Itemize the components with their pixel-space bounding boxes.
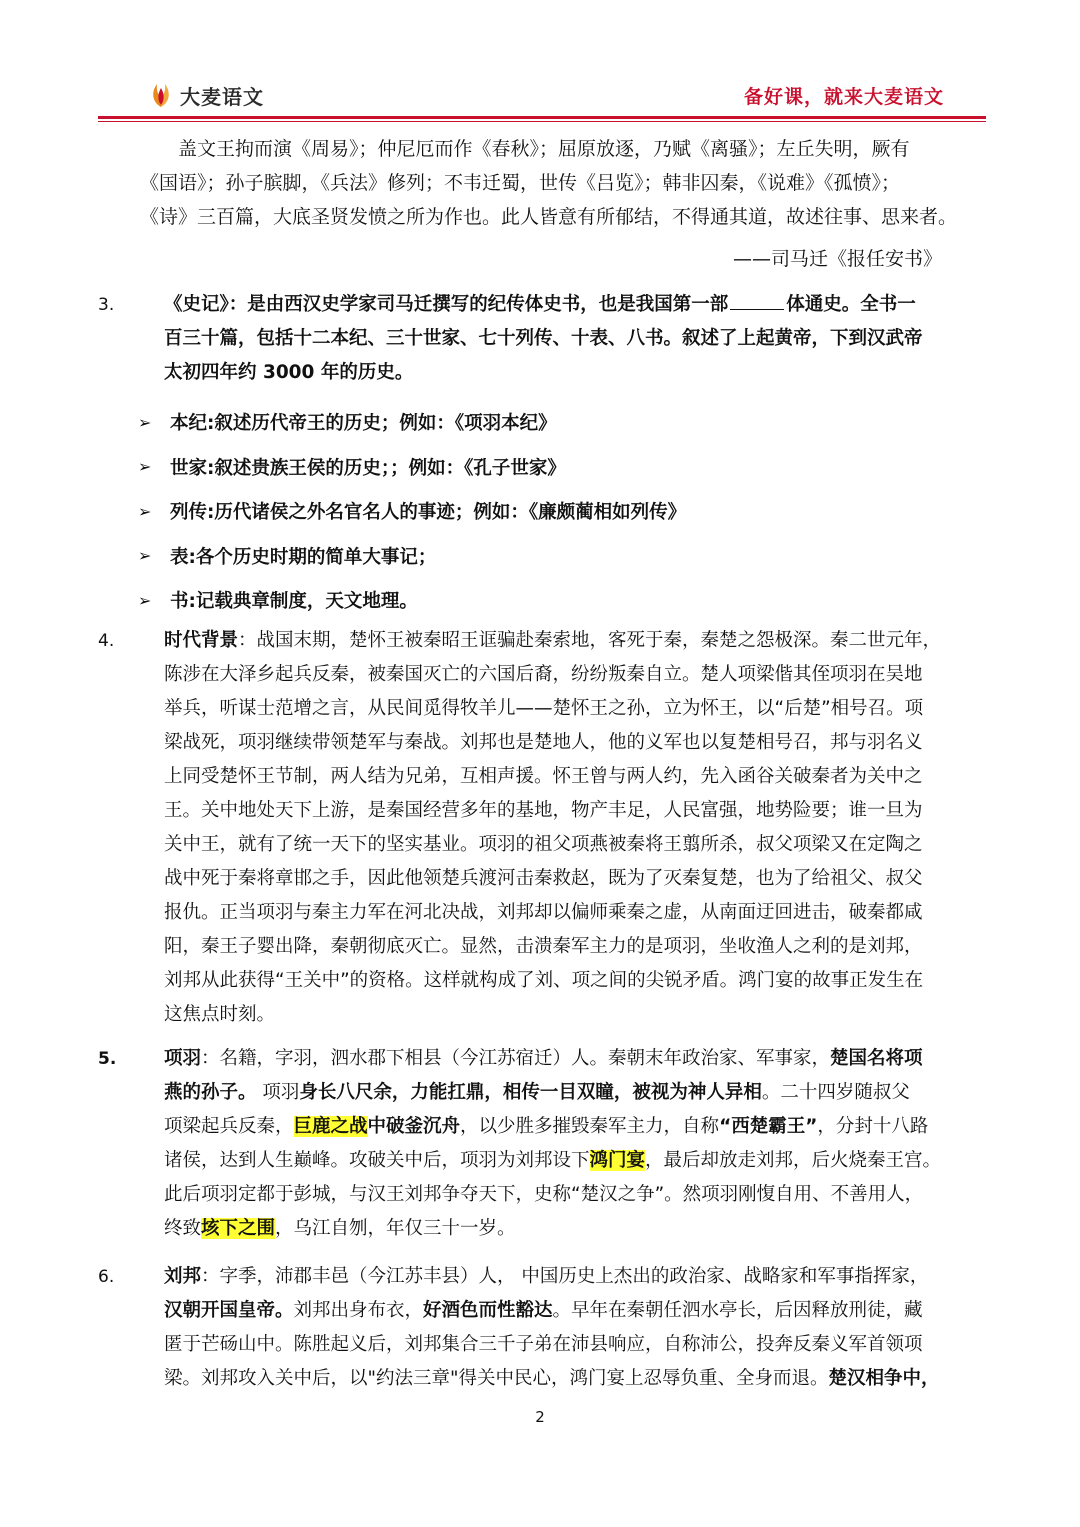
list-item: ➢ 书:记载典章制度，天文地理。: [138, 590, 418, 613]
section-number: 5.: [98, 1049, 117, 1069]
brand-name: 大麦语文: [180, 84, 264, 109]
quote-source: ——司马迁《报任安书》: [732, 248, 942, 270]
arrow-bullet-icon: ➢: [138, 457, 152, 477]
fill-blank: [730, 289, 784, 310]
text-bold: 百三十篇，包括十二本纪、三十世家、七十列传、十表、八书。: [164, 328, 683, 349]
section-body: 刘邦：字季，沛郡丰邑（今江苏丰县）人， 中国历史上杰出的政治家、战略家和军事指挥家， 汉朝开国皇帝。刘邦出身布衣，好酒色而性豁达。早年在秦朝任泗水亭长，后因释放刑徒，藏 匿于芒砀山中。陈胜起义后，刘邦集合三千子弟在沛县响应，自称沛公，投奔反秦义军首领项 梁。刘邦攻入关中后，以"约法三章"得关中民心，鸿门宴上忍辱负重、全身而退。楚汉相争中，: [164, 1266, 940, 1389]
header-rule-thin: [98, 121, 986, 122]
list-item: ➢ 表:各个历史时期的简单大事记；: [138, 546, 437, 568]
arrow-bullet-icon: ➢: [138, 590, 152, 610]
highlight: 垓下之围: [201, 1218, 276, 1239]
text-bold: 太初四年约 3000 年的历史。: [164, 362, 414, 383]
highlight: 鸿门宴: [589, 1150, 646, 1171]
list-item: ➢ 本纪:叙述历代帝王的历史；例如：《项羽本纪》: [138, 412, 557, 435]
list-item: ➢ 列传:历代诸侯之外名官名人的事迹；例如：《廉颇蔺相如列传》: [138, 501, 687, 524]
text-bold: 体通史。全书一: [786, 294, 916, 315]
section-body: [164, 288, 986, 390]
wheat-flame-icon: [146, 80, 176, 110]
section-body: 项羽：名籍，字羽，泗水郡下相县（今江苏宿迁）人。秦朝末年政治家、军事家，楚国名将项 燕的孙子。 项羽身长八尺余，力能扛鼎，相传一目双瞳，被视为神人异相。二十四岁随叔父 项梁起兵反秦，巨鹿之战中破釜沉舟，以少胜多摧毁秦军主力，自称“西楚霸王”，分封十八路 诸侯，达到人生巅峰。攻破关中后，项羽为刘邦设下鸿门宴，最后却放走刘邦，后火烧秦王宫。 此后项羽定都于彭城，与汉王刘邦争夺天下，史称“楚汉之争”。然项羽刚愎自用、不善用人， 终致垓下之围，乌江自刎，年仅三十一岁。: [164, 1048, 942, 1239]
section-number: 3.: [98, 295, 115, 315]
quote-line: 盖文王拘而演《周易》；仲尼厄而作《春秋》；屈原放逐，乃赋《离骚》；左丘失明，厥有: [178, 138, 910, 160]
arrow-bullet-icon: ➢: [138, 501, 152, 521]
shiji-bullet-list: [138, 400, 998, 623]
list-item: ➢ 世家:叙述贵族王侯的历史；；例如：《孔子世家》: [138, 457, 566, 479]
section-label: 刘邦: [164, 1266, 202, 1287]
text-bold: 叙述了: [682, 328, 738, 349]
header-slogan: 备好课，就来大麦语文: [743, 86, 944, 108]
arrow-bullet-icon: ➢: [138, 412, 152, 432]
quote-line: 《诗》三百篇，大底圣贤发愤之所为作也。此人皆意有所郁结，不得通其道，故述往事、思来者。: [140, 206, 958, 228]
quote-block: [140, 132, 990, 276]
brand-logo: [146, 78, 264, 112]
arrow-bullet-icon: ➢: [138, 546, 152, 566]
page-number: 2: [535, 1408, 545, 1426]
header-rule-thick: [98, 116, 986, 119]
highlight: 巨鹿之战: [293, 1116, 368, 1137]
section-label: 时代背景: [164, 630, 239, 651]
section-number: 6.: [98, 1267, 115, 1287]
section-label: 项羽: [164, 1048, 202, 1069]
section-number: 4.: [98, 631, 115, 651]
quote-line: 《国语》；孙子膑脚，《兵法》修列；不韦迁蜀，世传《吕览》；韩非囚秦，《说难》《孤愤》；: [140, 172, 901, 194]
text-bold: 《史记》：是由西汉史学家司马迁撰写的纪传体史书，也是我国第一部: [164, 294, 729, 315]
text-bold: 上起黄帝，下到汉武帝: [737, 328, 923, 349]
section-body: 时代背景：战国末期，楚怀王被秦昭王诓骗赴秦索地，客死于秦，秦楚之怨极深。秦二世元年， 陈涉在大泽乡起兵反秦，被秦国灭亡的六国后裔，纷纷叛秦自立。楚人项梁偕其侄项羽在吴地 举兵，听谋士范增之言，从民间觅得牧羊儿——楚怀王之孙，立为怀王，以“后楚”相号召。项 梁战死，项羽继续带领楚军与秦战。刘邦也是楚地人，他的义军也以复楚相号召，邦与羽名义 上同受楚怀王节制，两人结为兄弟，互相声援。怀王曾与两人约，先入函谷关破秦者为关中之 王。关中地处天下上游，是秦国经营多年的基地，物产丰足，人民富强，地势险要；谁一旦为 关中王，就有了统一天下的坚实基业。项羽的祖父项燕被秦将王翦所杀，叔父项梁又在定陶之 战中死于秦将章邯之手，因此他领楚兵渡河击秦救赵，既为了灭秦复楚，也为了给祖父、叔父 报仇。正当项羽与秦主力军在河北决战，刘邦却以偏师乘秦之虚，从南面迂回进击，破秦都咸 阳，秦王子婴出降，秦朝彻底灭亡。显然，击溃秦军主力的是项羽，坐收渔人之利的是刘邦， 刘邦从此获得“王关中”的资格。这样就构成了刘、项之间的尖锐矛盾。鸿门宴的故事正发生在 这焦点时刻。: [164, 630, 942, 1025]
page-header: [0, 0, 1080, 120]
